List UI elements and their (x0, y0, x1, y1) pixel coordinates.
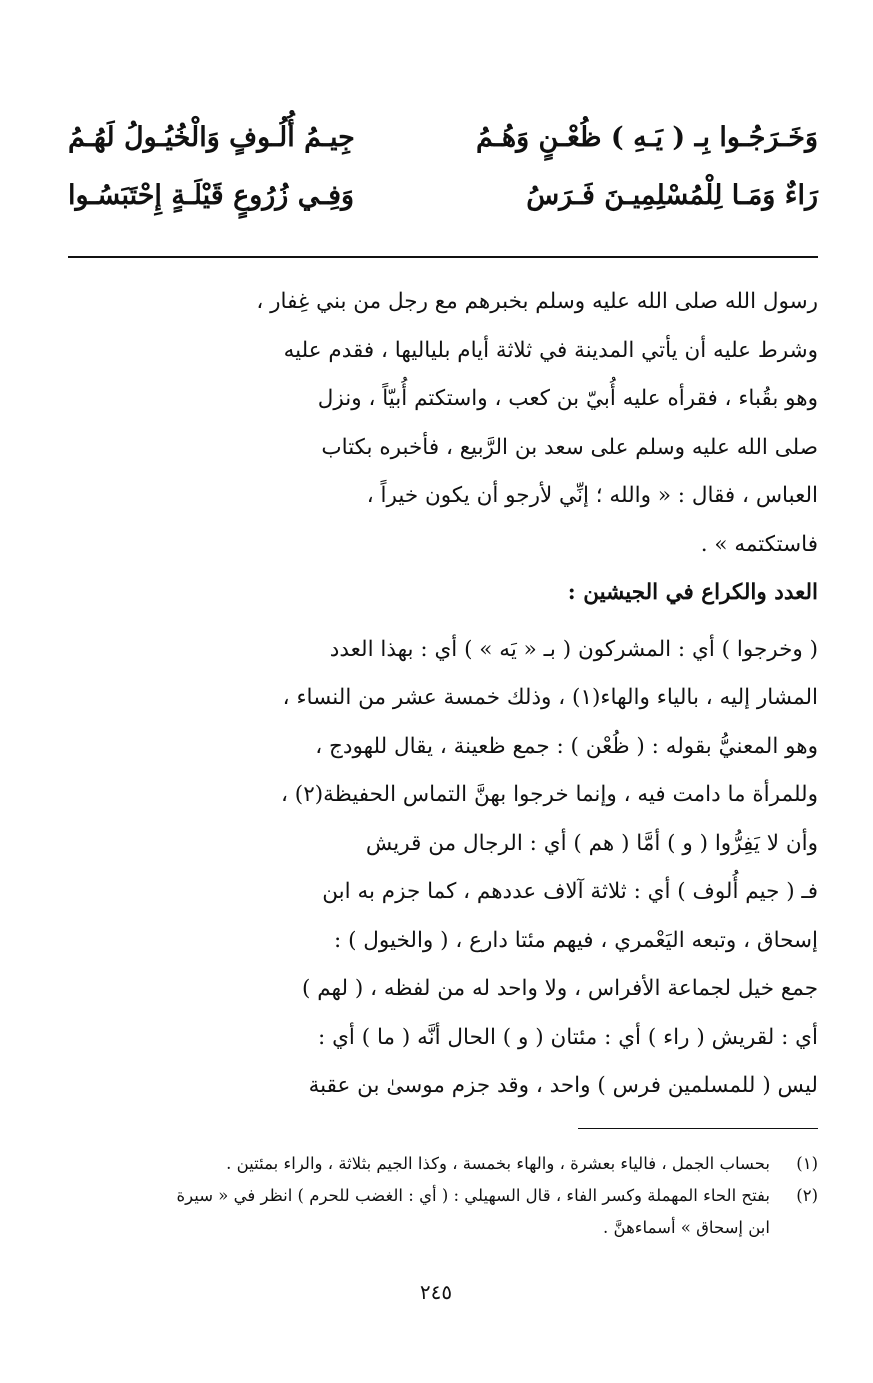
footnote-2-continuation: ابن إسحاق » أسماءهنَّ . (603, 1218, 770, 1237)
poem-line-2-second-hemistich: وَفِـي زُرُوعٍ قَيْلَـةٍ إِحْتَبَسُـوا (68, 179, 355, 211)
section-line: وهو المعنيُّ بقوله : ( ظُعْن ) : جمع ظعينة ، يقال للهودج ، (315, 733, 818, 759)
commentary-text (255, 278, 818, 1111)
body-line: العباس ، فقال : « والله ؛ إنِّي لأرجو أن يكون خيراً ، (366, 483, 818, 508)
poem-line-2 (68, 170, 818, 220)
footnote-number: (١) (796, 1154, 818, 1173)
body-line: وهو بقُباء ، فقرأه عليه أُبيّ بن كعب ، واستكتم أُبيّاً ، ونزل (317, 386, 818, 411)
section-heading: العدد والكراع في الجيشين : (567, 580, 818, 605)
poem-line-1-second-hemistich: جِيـمُ أُلُـوفٍ وَالْخُيُـولُ لَهُـمُ (68, 121, 355, 153)
body-line: وشرط عليه أن يأتي المدينة في ثلاثة أيام بلياليها ، فقدم عليه (283, 337, 818, 363)
section-line: جمع خيل لجماعة الأفراس ، ولا واحد له من لفظه ، ( لهم ) (302, 976, 818, 1001)
footnote-number: (٢) (796, 1186, 818, 1205)
body-line: فاستكتمه » . (700, 531, 818, 557)
section-line: أي : لقريش ( راء ) أي : مئتان ( و ) الحال أنَّه ( ما ) أي : (318, 1024, 818, 1050)
section-line: المشار إليه ، بالياء والهاء(١) ، وذلك خمسة عشر من النساء ، (282, 685, 818, 710)
footnotes (68, 1148, 818, 1244)
poem-line-2-first-hemistich: رَاءٌ وَمَـا لِلْمُسْلِمِيـنَ فَـرَسُ (526, 179, 818, 211)
poem-line-1-first-hemistich: وَخَـرَجُـوا بِـ ( يَـهِ ) ظُعْـنٍ وَهُـمُ (476, 121, 818, 153)
section-line: وأن لا يَفِرُّوا ( و ) أمَّا ( هم ) أي : الرجال من قريش (365, 830, 818, 856)
poem-divider (68, 256, 818, 258)
body-line: صلى الله عليه وسلم على سعد بن الرَّبيع ، فأخبره بكتاب (321, 434, 818, 460)
section-line: ( وخرجوا ) أي : المشركون ( بـ « يَه » ) أي : بهذا العدد (329, 636, 818, 662)
section-line: ليس ( للمسلمين فرس ) واحد ، وقد جزم موسىٰ بن عقبة (308, 1073, 818, 1098)
spacer (255, 618, 818, 626)
page-number: ٢٤٥ (419, 1280, 453, 1304)
poem-line-1 (68, 112, 818, 162)
section-line: إسحاق ، وتبعه اليَعْمري ، فيهم مئتا دارع ، ( والخيول ) : (334, 927, 818, 953)
footnote-2 (68, 1180, 818, 1212)
section-line: وللمرأة ما دامت فيه ، وإنما خرجوا بهنَّ التماس الحفيظة(٢) ، (281, 782, 818, 807)
footnote-text: بفتح الحاء المهملة وكسر الفاء ، قال السهيلي : ( أي : الغضب للحرم ) انظر في « سيرة (176, 1186, 770, 1205)
section-line: فـ ( جيم أُلوف ) أي : ثلاثة آلاف عددهم ، كما جزم به ابن (322, 879, 818, 904)
footnote-text: بحساب الجمل ، فالياء بعشرة ، والهاء بخمسة ، وكذا الجيم بثلاثة ، والراء بمئتين . (226, 1154, 770, 1173)
body-line: رسول الله صلى الله عليه وسلم بخبرهم مع رجل من بني غِفار ، (256, 289, 818, 314)
footnote-1 (68, 1148, 818, 1180)
footnote-divider (578, 1128, 818, 1129)
